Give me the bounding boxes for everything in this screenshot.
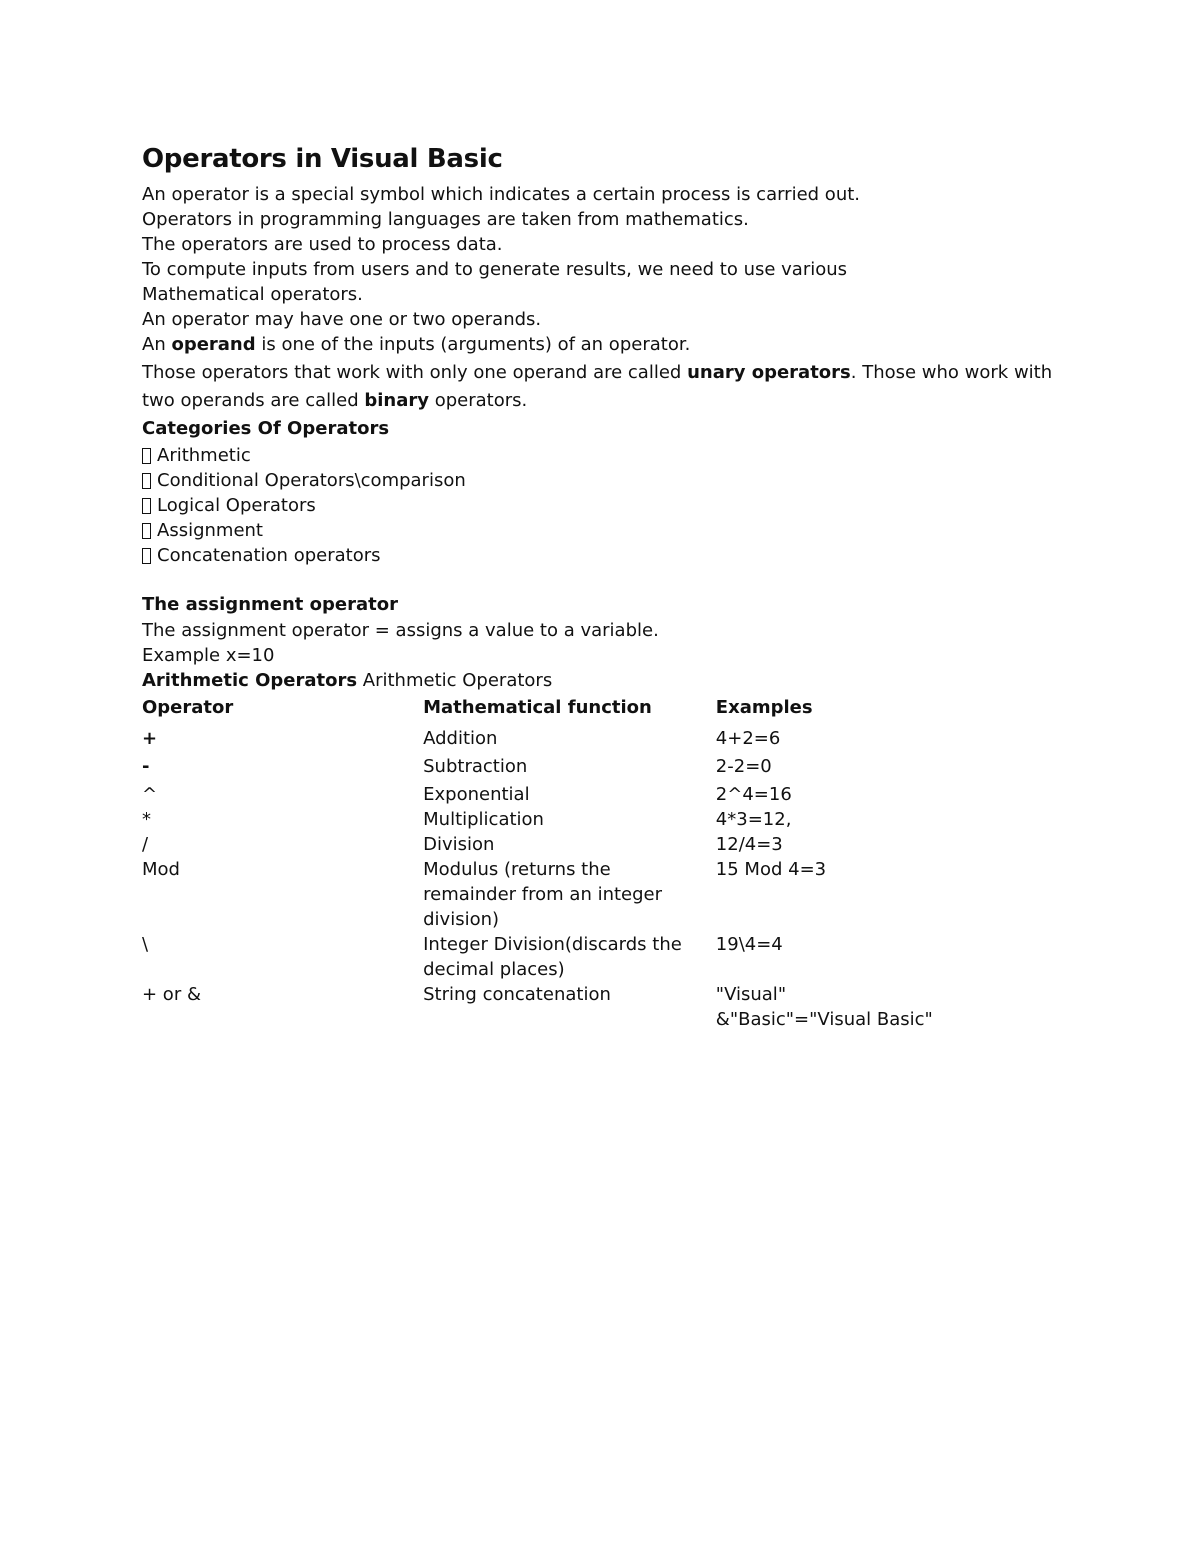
operators-table [142, 695, 942, 1032]
unary-term: unary operators [687, 362, 851, 383]
operator-cell: / [142, 834, 149, 855]
binary-term: binary [364, 390, 430, 411]
operand-post: is one of the inputs (arguments) of an operator. [255, 334, 691, 355]
operator-cell: ^ [142, 784, 158, 805]
list-item [142, 443, 1062, 468]
categories-heading: Categories Of Operators [142, 418, 390, 439]
assignment-example: Example x=10 [142, 645, 275, 666]
example-cell: 4*3=12, [715, 809, 792, 830]
function-cell: Exponential [423, 784, 530, 805]
table-row [142, 723, 942, 751]
function-cell: String concatenation [423, 984, 611, 1005]
list-item [142, 468, 1062, 493]
bullet-box-icon [142, 523, 151, 539]
table-row [142, 932, 942, 982]
category-label: Concatenation operators [157, 545, 381, 566]
list-item [142, 493, 1062, 518]
category-label: Logical Operators [157, 495, 316, 516]
example-cell: 2-2=0 [715, 756, 772, 777]
table-row [142, 807, 942, 832]
operand-definition [142, 332, 1062, 357]
column-header-operator: Operator [142, 697, 234, 718]
table-row [142, 857, 942, 932]
intro-line: An operator may have one or two operands. [142, 309, 542, 330]
example-cell: 15 Mod 4=3 [715, 859, 827, 880]
table-header-row [142, 695, 942, 723]
list-item [142, 543, 1062, 568]
document-page [142, 142, 1062, 1032]
unary-text-2: . Those who work with two operands are called [142, 362, 1053, 411]
function-cell: Modulus (returns the remainder from an integer division) [423, 859, 663, 930]
example-cell: 4+2=6 [715, 728, 781, 749]
column-header-function: Mathematical function [423, 697, 652, 718]
intro-line: Operators in programming languages are taken from mathematics. [142, 209, 749, 230]
bullet-box-icon [142, 548, 151, 564]
categories-list [142, 443, 1062, 568]
unary-text-3: operators. [429, 390, 528, 411]
table-row [142, 751, 942, 779]
example-cell: 19\4=4 [715, 934, 783, 955]
function-cell: Addition [423, 728, 498, 749]
assignment-heading: The assignment operator [142, 594, 398, 615]
operand-pre: An [142, 334, 172, 355]
arithmetic-heading-bold: Arithmetic Operators [142, 670, 358, 691]
example-cell: 2^4=16 [715, 784, 792, 805]
bullet-box-icon [142, 473, 151, 489]
operand-term: operand [171, 334, 256, 355]
operator-cell: Mod [142, 859, 180, 880]
category-label: Conditional Operators\comparison [157, 470, 466, 491]
function-cell: Multiplication [423, 809, 544, 830]
page-title: Operators in Visual Basic [142, 144, 503, 174]
function-cell: Division [423, 834, 495, 855]
function-cell: Subtraction [423, 756, 528, 777]
unary-text-1: Those operators that work with only one operand are called [142, 362, 688, 383]
intro-line: An operator is a special symbol which indicates a certain process is carried out. [142, 184, 861, 205]
intro-line: To compute inputs from users and to generate results, we need to use various [142, 259, 848, 280]
example-cell: "Visual" &"Basic"="Visual Basic" [715, 984, 933, 1030]
bullet-box-icon [142, 448, 151, 464]
example-cell: 12/4=3 [715, 834, 783, 855]
bullet-box-icon [142, 498, 151, 514]
intro-line: The operators are used to process data. [142, 234, 503, 255]
operator-cell: + or & [142, 984, 201, 1005]
arithmetic-heading [142, 668, 1062, 693]
table-row [142, 779, 942, 807]
function-cell: Integer Division(discards the decimal places) [423, 934, 682, 980]
operator-cell: * [142, 809, 151, 830]
intro-line: Mathematical operators. [142, 284, 363, 305]
table-row [142, 982, 942, 1032]
operator-cell: + [142, 728, 158, 749]
operator-cell: \ [142, 934, 149, 955]
assignment-description: The assignment operator = assigns a value to a variable. [142, 620, 659, 641]
category-label: Arithmetic [157, 445, 251, 466]
table-row [142, 832, 942, 857]
unary-binary-paragraph [142, 359, 1062, 415]
arithmetic-heading-normal: Arithmetic Operators [357, 670, 553, 691]
category-label: Assignment [157, 520, 263, 541]
operator-cell: - [142, 756, 150, 777]
column-header-examples: Examples [715, 697, 813, 718]
list-item [142, 518, 1062, 543]
